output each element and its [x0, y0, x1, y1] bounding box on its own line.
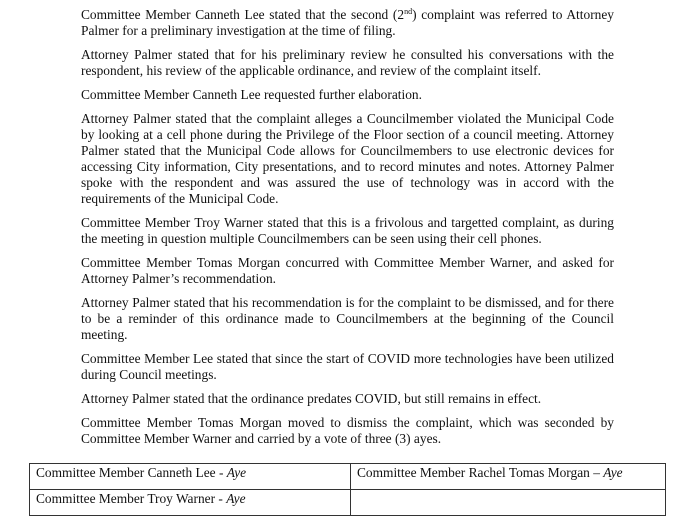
paragraph-referral [81, 7, 614, 39]
paragraph: Committee Member Lee stated that since the start of COVID more technologies have been utilized during Council meetings. [81, 351, 614, 382]
table-row [30, 464, 666, 490]
paragraph-text: Committee Member Canneth Lee stated that the second (2 [81, 7, 405, 22]
vote-cell [30, 490, 351, 516]
paragraph: Attorney Palmer stated that the complaint alleges a Councilmember violated the Municipal Code by looking at a cell phone during the Privilege of the Floor section of a council meeting. Attorney Palmer stated that the Municipal Code allows for Councilmembers to use electronic devices for accessing City information, City presentations, and to record minutes and notes. Attorney Palmer spoke with the respondent and was assured the use of technology was in accord with the requirements of the Municipal Code. [81, 111, 614, 206]
paragraph-motion: Committee Member Tomas Morgan moved to dismiss the complaint, which was seconded by Committee Member Warner and carried by a vote of three (3) ayes. [81, 415, 614, 446]
vote-value: Aye [603, 465, 623, 480]
vote-table [29, 463, 666, 516]
table-row [30, 490, 666, 516]
member-name: Committee Member Canneth Lee - [36, 465, 227, 480]
paragraph: Attorney Palmer stated that the ordinance predates COVID, but still remains in effect. [81, 391, 542, 406]
paragraph: Committee Member Canneth Lee requested further elaboration. [81, 87, 422, 102]
vote-value: Aye [226, 465, 247, 480]
paragraph: Committee Member Tomas Morgan concurred with Committee Member Warner, and asked for Attorney Palmer’s recommendation. [81, 255, 614, 286]
paragraph-text: ) complaint was referred to Attorney Palmer for a preliminary investigation at the time of filing. [81, 7, 614, 38]
vote-cell [351, 464, 666, 490]
member-name: Committee Member Troy Warner - [36, 491, 227, 506]
member-name: Committee Member Rachel Tomas Morgan – [357, 465, 604, 480]
vote-cell-empty [351, 490, 666, 516]
vote-value: Aye [226, 491, 246, 506]
paragraph: Attorney Palmer stated that his recommendation is for the complaint to be dismissed, and for there to be a reminder of this ordinance made to Councilmembers at the beginning of the Council meeting. [81, 295, 614, 342]
vote-cell [30, 464, 351, 490]
ordinal-superscript: nd [404, 7, 413, 16]
paragraph: Attorney Palmer stated that for his preliminary review he consulted his conversations with the respondent, his review of the applicable ordinance, and review of the complaint itself. [81, 47, 614, 78]
minutes-body [81, 7, 614, 455]
paragraph: Committee Member Troy Warner stated that this is a frivolous and targetted complaint, as during the meeting in question multiple Councilmembers can be seen using their cell phones. [81, 215, 614, 246]
